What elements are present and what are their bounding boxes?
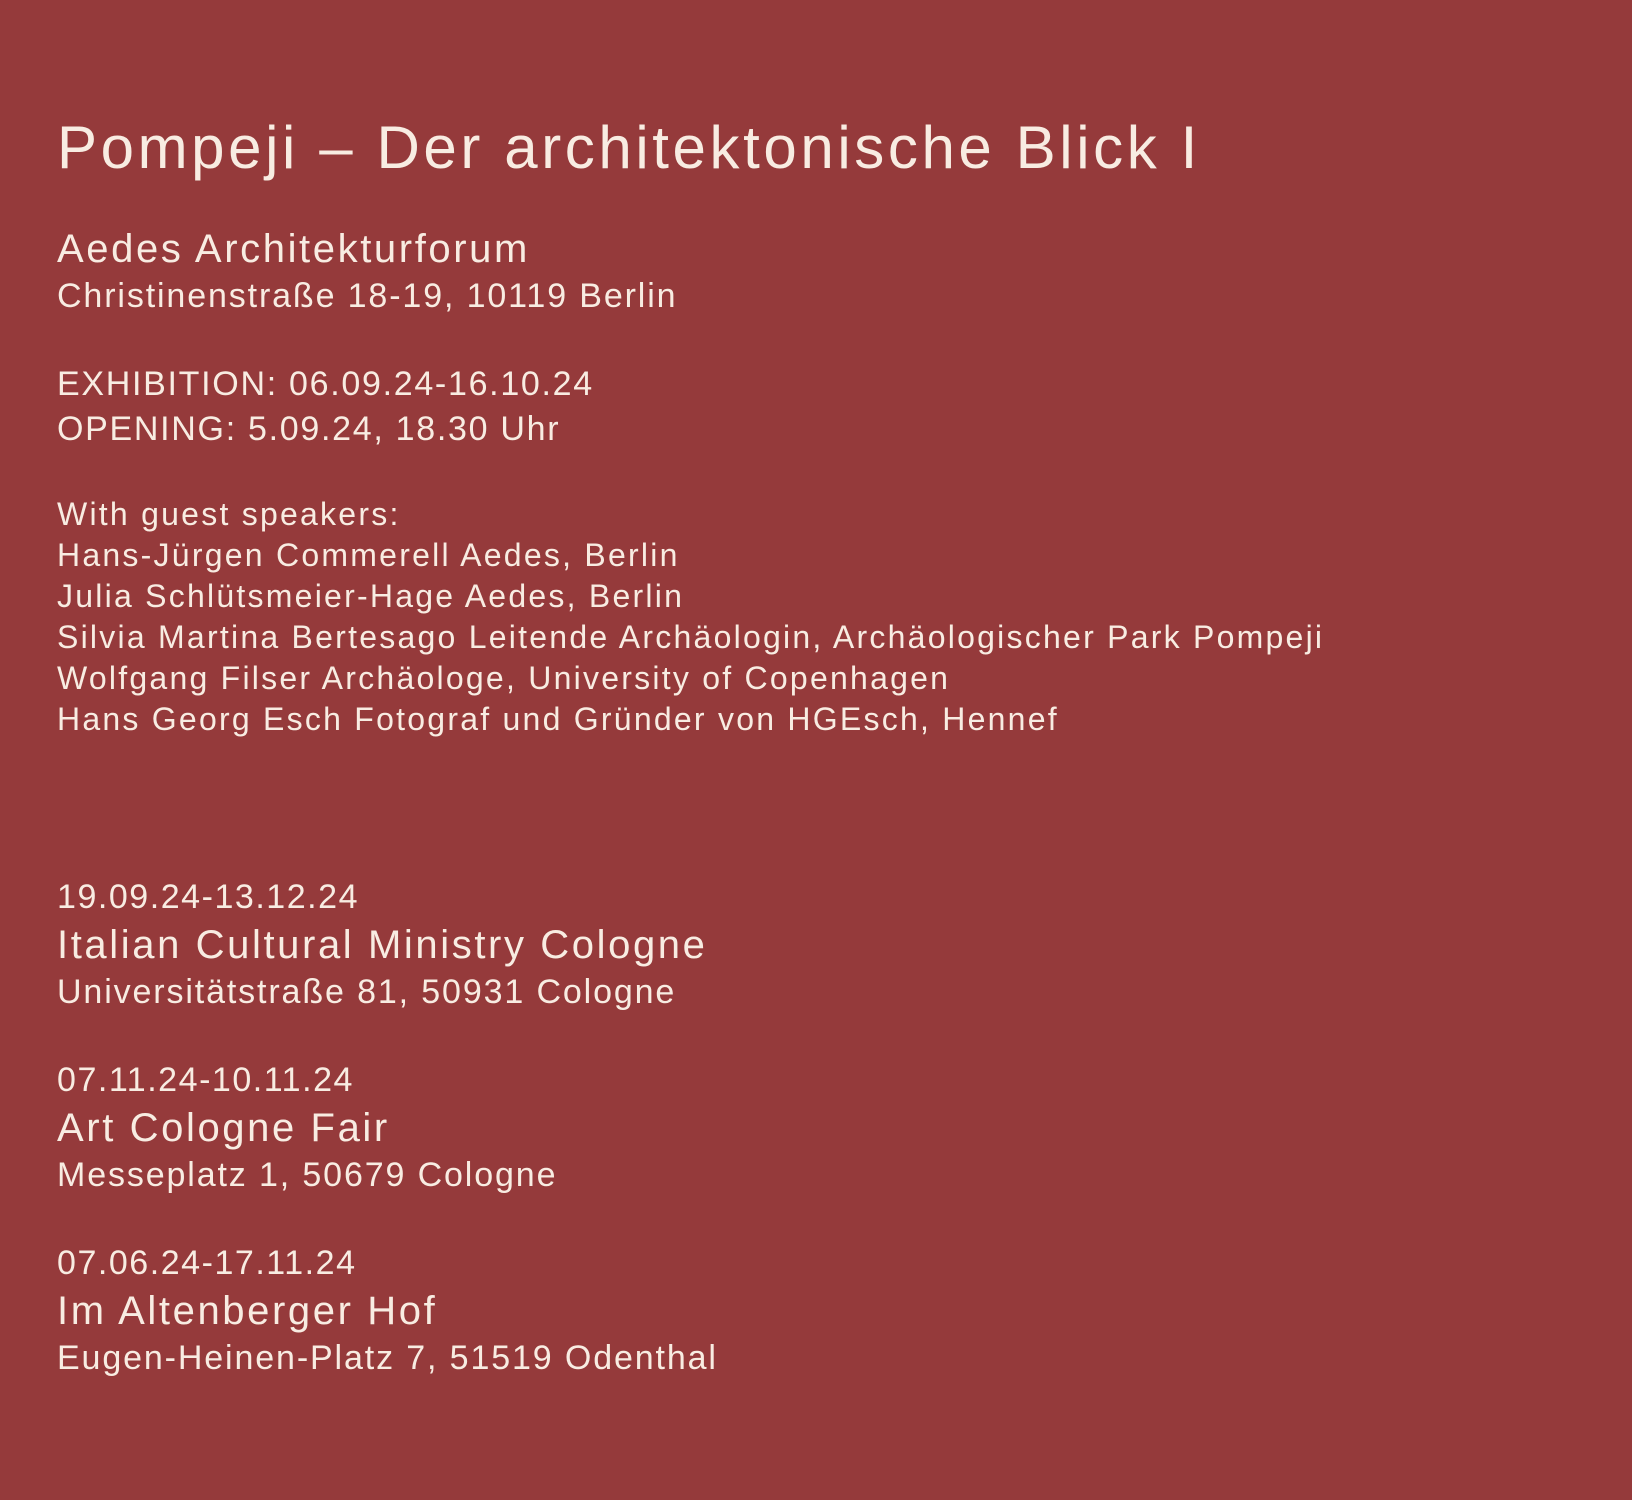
further-events-block (57, 875, 1592, 1380)
exhibition-dates: EXHIBITION: 06.09.24-16.10.24 (57, 365, 594, 403)
event-dates: 07.06.24-17.11.24 (57, 1244, 357, 1282)
venue-name: Aedes Architekturforum (57, 227, 530, 271)
event-address: Messeplatz 1, 50679 Cologne (57, 1156, 558, 1194)
exhibition-dates-block (57, 362, 1592, 452)
speaker-item: Hans Georg Esch Fotograf und Gründer von HGEsch, Hennef (57, 701, 1059, 737)
event-name: Italian Cultural Ministry Cologne (57, 923, 708, 967)
guest-speakers-block (57, 494, 1592, 740)
event-dates: 19.09.24-13.12.24 (57, 878, 360, 916)
speaker-item: Julia Schlütsmeier-Hage Aedes, Berlin (57, 578, 685, 614)
speakers-heading: With guest speakers: (57, 496, 401, 532)
event-name: Art Cologne Fair (57, 1106, 390, 1150)
event-item (57, 875, 1592, 1014)
speaker-item: Wolfgang Filser Archäologe, University of Copenhagen (57, 660, 951, 696)
event-address: Eugen-Heinen-Platz 7, 51519 Odenthal (57, 1339, 718, 1377)
event-name: Im Altenberger Hof (57, 1289, 438, 1333)
opening-date: OPENING: 5.09.24, 18.30 Uhr (57, 410, 561, 448)
event-item (57, 1241, 1592, 1380)
event-dates: 07.11.24-10.11.24 (57, 1061, 354, 1099)
venue-address: Christinenstraße 18-19, 10119 Berlin (57, 277, 678, 315)
speaker-item: Silvia Martina Bertesago Leitende Archäologin, Archäologischer Park Pompeji (57, 619, 1325, 655)
event-item (57, 1058, 1592, 1197)
venue-block (57, 224, 1592, 318)
event-address: Universitätstraße 81, 50931 Cologne (57, 973, 677, 1011)
poster-title: Pompeji – Der architektonische Blick I (57, 114, 1201, 181)
speaker-item: Hans-Jürgen Commerell Aedes, Berlin (57, 537, 680, 573)
